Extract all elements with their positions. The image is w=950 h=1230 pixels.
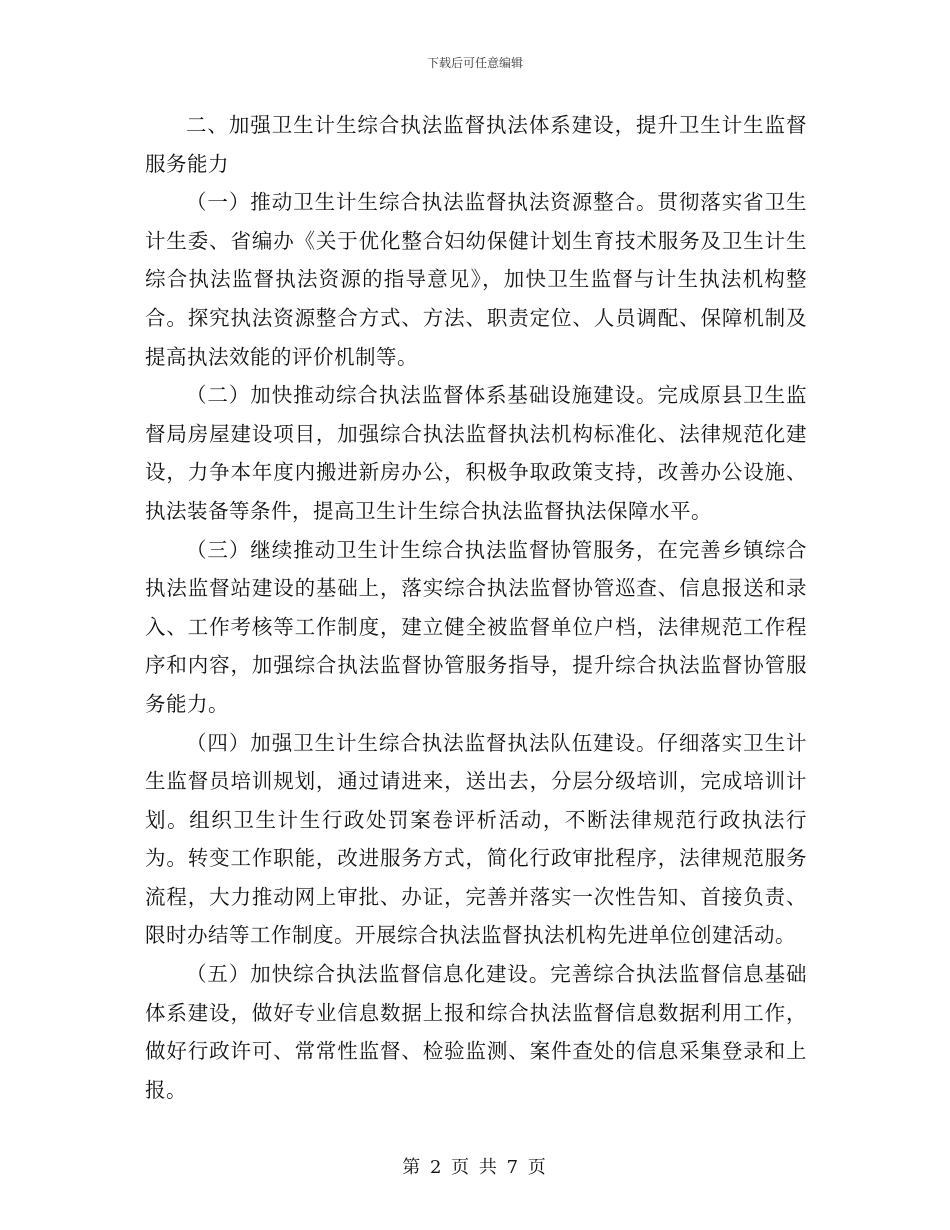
paragraph-3: （三）继续推动卫生计生综合执法监督协管服务，在完善乡镇综合执法监督站建设的基础上，落实综合执法监督协管巡查、信息报送和录入、工作考核等工作制度，建立健全被监督单位户档，法律规范工作程序和内容，加强综合执法监督协管服务指导，提升综合执法监督协管服务能力。 (145, 537, 807, 716)
paragraph-4: （四）加强卫生计生综合执法监督执法队伍建设。仔细落实卫生计生监督员培训规划，通过请进来，送出去，分层分级培训，完成培训计划。组织卫生计生行政处罚案卷评析活动，不断法律规范行政执法行为。转变工作职能，改进服务方式，简化行政审批程序，法律规范服务流程，大力推动网上审批、办证，完善并落实一次性告知、首接负责、限时办结等工作制度。开展综合执法监督执法机构先进单位创建活动。 (145, 730, 807, 948)
header-note: 下载后可任意编辑 (426, 56, 523, 70)
page-number-footer: 第 2 页 共 7 页 (402, 1157, 548, 1178)
section-heading: 二、加强卫生计生综合执法监督执法体系建设，提升卫生计生监督服务能力 (145, 113, 807, 176)
document-body (145, 106, 807, 1109)
paragraph-5: （五）加快综合执法监督信息化建设。完善综合执法监督信息基础体系建设，做好专业信息数据上报和综合执法监督信息数据利用工作，做好行政许可、常常性监督、检验监测、案件查处的信息采集登录和上报。 (145, 962, 807, 1102)
paragraph-2: （二）加快推动综合执法监督体系基础设施建设。完成原县卫生监督局房屋建设项目，加强综合执法监督执法机构标准化、法律规范化建设，力争本年度内搬进新房办公，积极争取政策支持，改善办公设施、执法装备等条件，提高卫生计生综合执法监督执法保障水平。 (145, 383, 807, 523)
paragraph-1: （一）推动卫生计生综合执法监督执法资源整合。贯彻落实省卫生计生委、省编办《关于优化整合妇幼保健计划生育技术服务及卫生计生综合执法监督执法资源的指导意见》，加快卫生监督与计生执法机构整合。探究执法资源整合方式、方法、职责定位、人员调配、保障机制及提高执法效能的评价机制等。 (145, 190, 807, 369)
